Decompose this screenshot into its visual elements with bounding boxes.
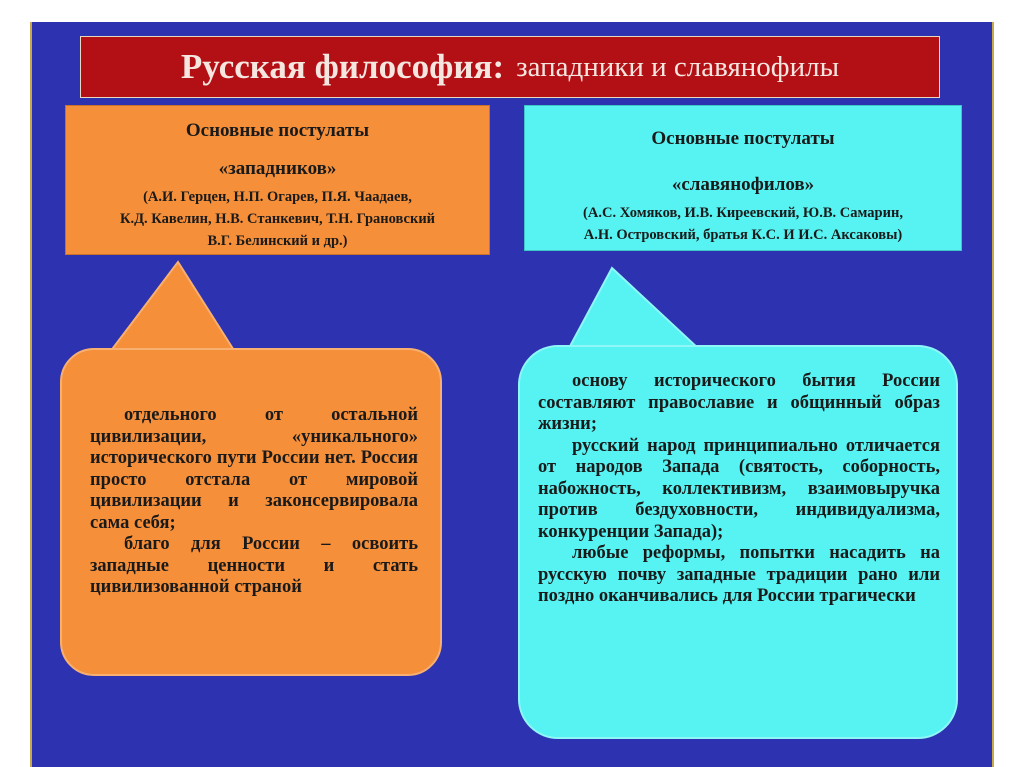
slavophiles-heading-2: «славянофилов» [671, 174, 815, 195]
slavophiles-idea-3: любые реформы, попытки насадить на русскую почву западные традиции рано или поздно оканчивались для России трагически [538, 543, 940, 606]
slavophiles-callout-tail [568, 268, 700, 350]
westerners-postulates-box [65, 105, 490, 255]
westerners-idea-2: благо для России – освоить западные ценности и стать цивилизованной страной [90, 534, 418, 597]
slavophiles-idea-1: основу исторического бытия России составляют православие и общинный образ жизни; [538, 371, 940, 434]
title-sub: западники и славянофилы [516, 50, 840, 83]
westerners-names-1: (А.И. Герцен, Н.П. Огарев, П.Я. Чаадаев, [143, 189, 412, 205]
slavophiles-heading-1: Основные постулаты [651, 128, 835, 149]
title-main: Русская философия: [180, 47, 505, 86]
westerners-ideas-bubble [60, 348, 442, 676]
slavophiles-names-1: (А.С. Хомяков, И.В. Киреевский, Ю.В. Самарин, [583, 205, 903, 221]
slavophiles-names-2: А.Н. Островский, братья К.С. И И.С. Аксаковы) [583, 227, 903, 243]
westerners-idea-1: отдельного от остальной цивилизации, «уникального» исторического пути России нет. Россия просто отстала от мировой цивилизации и законсервировала сама себя; [90, 405, 418, 533]
slavophiles-ideas-bubble [518, 345, 958, 739]
slavophiles-postulates-box [524, 105, 962, 251]
westerners-heading-2: «западников» [218, 158, 337, 179]
westerners-names-2: К.Д. Кавелин, Н.В. Станкевич, Т.Н. Грановский [119, 211, 436, 227]
westerners-callout-tail [110, 262, 235, 352]
slavophiles-idea-2: русский народ принципиально отличается от народов Запада (святость, соборность, набожность, коллективизм, взаимовыручка против бездуховности, индивидуализма, конкуренции Запада); [538, 435, 940, 542]
westerners-heading-1: Основные постулаты [185, 120, 370, 141]
westerners-names-3: В.Г. Белинский и др.) [207, 233, 348, 249]
